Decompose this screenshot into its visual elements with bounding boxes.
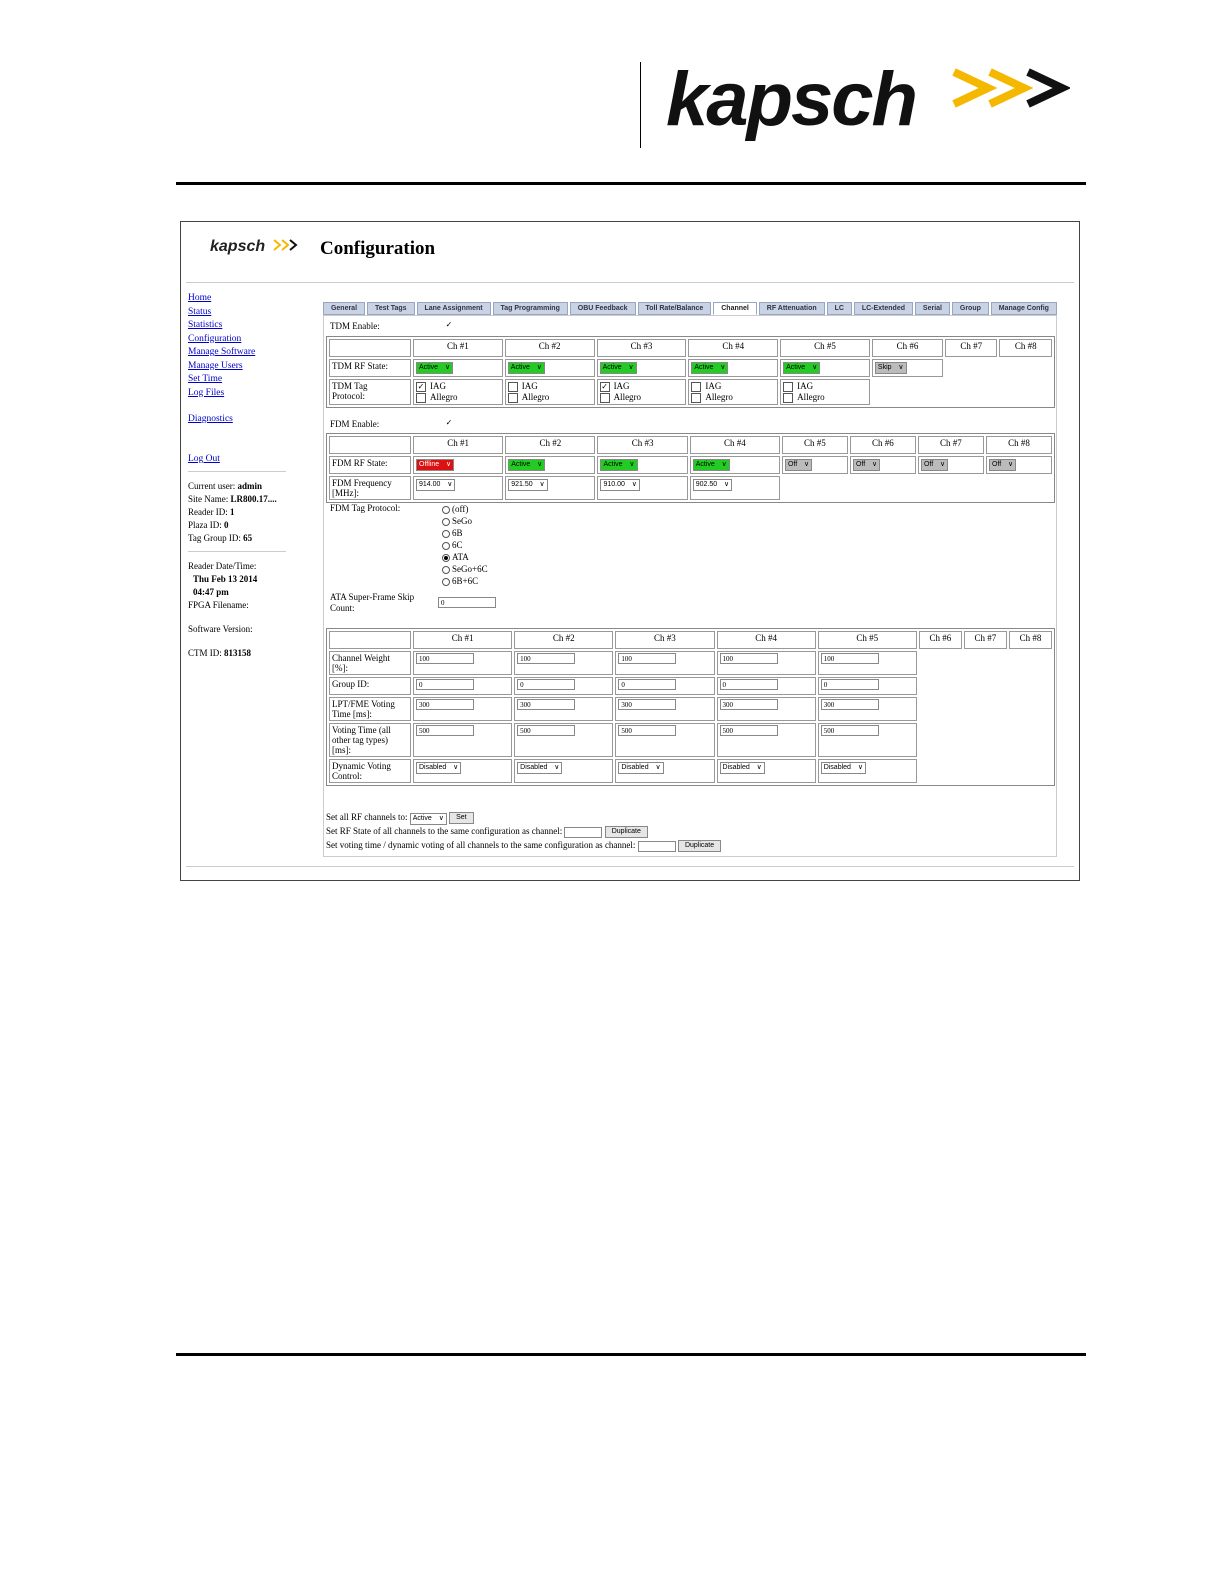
voting-empty-cell bbox=[919, 697, 962, 721]
tdm-protocol-row bbox=[329, 379, 1052, 405]
fdm-frequency-ch4[interactable]: 902.50 ∨ bbox=[693, 479, 732, 491]
channel-weight-ch3[interactable]: 100 bbox=[618, 653, 676, 664]
tdm-protocol-label bbox=[329, 379, 411, 405]
group-cell bbox=[818, 677, 917, 695]
protocol-ata-label: ATA bbox=[452, 552, 469, 562]
page-title: Configuration bbox=[320, 238, 436, 259]
voting-corner bbox=[329, 631, 411, 649]
weight-cell bbox=[717, 651, 816, 675]
tdm-rf-cell bbox=[780, 359, 870, 377]
fdm-frequency-label-1: FDM Frequency bbox=[332, 478, 392, 488]
lpt-cell bbox=[514, 697, 613, 721]
tdm-header-row bbox=[329, 339, 1052, 357]
voting-ch5-header: Ch #5 bbox=[818, 631, 917, 649]
fdm-frequency-ch3[interactable]: 910.00 ∨ bbox=[600, 479, 639, 491]
set-all-select[interactable]: Active ∨ bbox=[410, 813, 447, 825]
nav-log-out[interactable]: Log Out bbox=[188, 454, 220, 464]
reader-time: 04:47 pm bbox=[193, 587, 229, 597]
group-id-ch1[interactable]: 0 bbox=[416, 679, 474, 690]
bottom-divider bbox=[186, 866, 1074, 867]
fpga-filename-label: FPGA Filename: bbox=[188, 600, 249, 610]
lpt-cell bbox=[818, 697, 917, 721]
duplicate-rf-row bbox=[326, 826, 648, 838]
iag-label: IAG bbox=[797, 381, 814, 391]
tdm-rf-state-label: TDM RF State: bbox=[329, 359, 411, 377]
dynamic-voting-ch2[interactable]: Disabled ∨ bbox=[517, 762, 562, 774]
duplicate-voting-label: Set voting time / dynamic voting of all channels to the same configuration as channel: bbox=[326, 840, 636, 851]
nav-configuration[interactable]: Configuration bbox=[188, 333, 242, 344]
lpt-cell bbox=[413, 697, 512, 721]
iag-checkbox[interactable]: ✓ bbox=[601, 381, 608, 391]
tdm-empty-cell bbox=[945, 379, 997, 405]
allegro-label: Allegro bbox=[521, 391, 550, 402]
tdm-ch1-header: Ch #1 bbox=[413, 339, 503, 357]
fdm-rf-state-ch6[interactable]: Off ∨ bbox=[853, 459, 880, 471]
voting-ch2-header: Ch #2 bbox=[514, 631, 613, 649]
tab-group[interactable]: Group bbox=[952, 302, 989, 315]
fdm-ch8-header: Ch #8 bbox=[986, 436, 1052, 454]
voting-empty-cell bbox=[964, 759, 1007, 783]
nav-set-time[interactable]: Set Time bbox=[188, 374, 223, 384]
iag-label: IAG bbox=[521, 381, 538, 391]
sidebar-nav bbox=[188, 292, 255, 400]
channel-weight-label-1: Channel Weight bbox=[332, 653, 390, 663]
channel-weight-ch1[interactable]: 100 bbox=[416, 653, 474, 664]
dynamic-voting-ch5[interactable]: Disabled ∨ bbox=[821, 762, 866, 774]
sidebar-divider-2 bbox=[188, 551, 286, 552]
fdm-header-row bbox=[329, 436, 1052, 454]
voting-empty-cell bbox=[1009, 677, 1052, 695]
tdm-ch5-header: Ch #5 bbox=[780, 339, 870, 357]
tab-obu-feedback[interactable]: OBU Feedback bbox=[570, 302, 636, 315]
voting-ch4-header: Ch #4 bbox=[717, 631, 816, 649]
fdm-ch5-header: Ch #5 bbox=[782, 436, 848, 454]
group-id-ch3[interactable]: 0 bbox=[618, 679, 676, 690]
dynamic-voting-label-2: Control: bbox=[332, 771, 363, 781]
tdm-protocol-ch2 bbox=[505, 379, 595, 405]
group-id-ch5[interactable]: 0 bbox=[821, 679, 879, 690]
voting-header-row bbox=[329, 631, 1052, 649]
set-all-label: Set all RF channels to: bbox=[326, 812, 408, 823]
ata-skip-label-1: ATA Super-Frame Skip bbox=[330, 592, 415, 602]
sidebar-divider bbox=[188, 471, 286, 472]
tab-test-tags[interactable]: Test Tags bbox=[367, 302, 415, 315]
nav-home[interactable]: Home bbox=[188, 293, 212, 303]
tdm-empty-cell bbox=[999, 379, 1052, 405]
group-cell bbox=[615, 677, 714, 695]
mini-kapsch-logo: kapsch bbox=[210, 238, 266, 255]
allegro-label: Allegro bbox=[797, 391, 825, 402]
reader-id-label: Reader ID: bbox=[188, 507, 228, 517]
dynamic-voting-ch4[interactable]: Disabled ∨ bbox=[720, 762, 765, 774]
current-user: admin bbox=[237, 481, 263, 491]
fdm-rf-cell bbox=[918, 456, 984, 474]
voting-time-label bbox=[329, 723, 411, 757]
dyn-cell bbox=[615, 759, 714, 783]
protocol-sego-6c-radio[interactable] bbox=[442, 566, 450, 574]
fdm-ch2-header: Ch #2 bbox=[505, 436, 595, 454]
tab-lc[interactable]: LC bbox=[827, 302, 852, 315]
sidebar-diagnostics bbox=[188, 414, 233, 424]
fdm-rf-state-ch1[interactable]: Offline ∨ bbox=[416, 459, 454, 471]
protocol-sego-radio[interactable] bbox=[442, 518, 450, 526]
nav-manage-software[interactable]: Manage Software bbox=[188, 347, 256, 357]
lpt-voting-ch3[interactable]: 300 bbox=[618, 699, 676, 710]
fdm-ch4-header: Ch #4 bbox=[690, 436, 780, 454]
voting-empty-cell bbox=[919, 759, 962, 783]
lpt-voting-ch5[interactable]: 300 bbox=[821, 699, 879, 710]
vt-cell bbox=[413, 723, 512, 757]
tdm-empty-cell bbox=[999, 359, 1052, 377]
site-name: LR800.17.... bbox=[230, 494, 277, 504]
allegro-checkbox[interactable] bbox=[600, 393, 610, 403]
voting-time-label-2: other tag types) bbox=[332, 735, 388, 745]
protocol-6b-6c-radio[interactable] bbox=[442, 578, 450, 586]
tdm-protocol-ch4 bbox=[688, 379, 778, 405]
tab-channel[interactable]: Channel bbox=[713, 302, 757, 315]
vt-cell bbox=[615, 723, 714, 757]
protocol-ata-radio[interactable] bbox=[442, 554, 450, 562]
channel-weight-ch2[interactable]: 100 bbox=[517, 653, 575, 664]
weight-cell bbox=[818, 651, 917, 675]
lpt-voting-label-2: Time [ms]: bbox=[332, 709, 372, 719]
iag-label: IAG bbox=[705, 381, 722, 391]
channel-weight-label-2: [%]: bbox=[332, 663, 348, 673]
duplicate-rf-channel-input[interactable] bbox=[564, 827, 602, 838]
fdm-rf-cell bbox=[505, 456, 595, 474]
tab-lc-extended[interactable]: LC-Extended bbox=[854, 302, 913, 315]
channel-weight-ch4[interactable]: 100 bbox=[720, 653, 778, 664]
protocol-6b-6c-label: 6B+6C bbox=[452, 576, 479, 586]
voting-ch8-header: Ch #8 bbox=[1009, 631, 1052, 649]
tdm-rf-state-ch1[interactable]: Active ∨ bbox=[416, 362, 453, 374]
ata-skip-label-2: Count: bbox=[330, 603, 355, 613]
protocol-6b-label: 6B bbox=[452, 528, 463, 538]
dynamic-voting-label-1: Dynamic Voting bbox=[332, 761, 391, 771]
tdm-rf-cell bbox=[505, 359, 595, 377]
nav-log-files[interactable]: Log Files bbox=[188, 387, 225, 398]
voting-time-row bbox=[329, 723, 1052, 757]
nav-diagnostics[interactable]: Diagnostics bbox=[188, 414, 233, 424]
tdm-rf-state-ch2[interactable]: Active ∨ bbox=[508, 362, 545, 374]
tdm-rf-state-ch5[interactable]: Active ∨ bbox=[783, 362, 820, 374]
group-id-label: Group ID: bbox=[329, 677, 411, 695]
dynamic-voting-ch1[interactable]: Disabled ∨ bbox=[416, 762, 461, 774]
logo-chevrons-icon bbox=[948, 66, 1070, 114]
voting-empty-cell bbox=[1009, 651, 1052, 675]
fdm-rf-state-row bbox=[329, 456, 1052, 474]
tdm-rf-state-ch4[interactable]: Active ∨ bbox=[691, 362, 728, 374]
protocol-6c-radio[interactable] bbox=[442, 542, 450, 550]
ctm-id: 813158 bbox=[224, 648, 251, 658]
lpt-voting-row bbox=[329, 697, 1052, 721]
voting-empty-cell bbox=[1009, 697, 1052, 721]
plaza-id: 0 bbox=[224, 520, 229, 530]
allegro-checkbox[interactable] bbox=[416, 393, 426, 403]
tdm-rf-state-row bbox=[329, 359, 1052, 377]
lpt-cell bbox=[615, 697, 714, 721]
fdm-rf-cell bbox=[597, 456, 687, 474]
mini-chevrons-icon bbox=[273, 238, 299, 252]
voting-empty-cell bbox=[964, 697, 1007, 721]
tab-serial[interactable]: Serial bbox=[915, 302, 950, 315]
fdm-freq-cell bbox=[413, 476, 503, 500]
voting-time-ch1[interactable]: 500 bbox=[416, 725, 474, 736]
sidebar-logout bbox=[188, 454, 220, 464]
iag-label: IAG bbox=[430, 381, 446, 391]
fdm-corner bbox=[329, 436, 411, 454]
tdm-enable-label: TDM Enable: bbox=[330, 321, 380, 331]
allegro-label: Allegro bbox=[430, 391, 458, 402]
site-name-label: Site Name: bbox=[188, 494, 229, 504]
fdm-rf-state-label: FDM RF State: bbox=[329, 456, 411, 474]
nav-statistics[interactable]: Statistics bbox=[188, 320, 223, 330]
voting-empty-cell bbox=[964, 723, 1007, 757]
channel-weight-ch5[interactable]: 100 bbox=[821, 653, 879, 664]
duplicate-voting-channel-input[interactable] bbox=[638, 841, 676, 852]
tdm-rf-state-ch6[interactable]: Skip ∨ bbox=[875, 362, 907, 374]
tag-group-id: 65 bbox=[243, 533, 253, 543]
tab-tag-programming[interactable]: Tag Programming bbox=[493, 302, 568, 315]
ata-skip-label bbox=[330, 592, 414, 614]
voting-time-ch5[interactable]: 500 bbox=[821, 725, 879, 736]
footer-rule bbox=[176, 1353, 1086, 1356]
protocol-6c-label: 6C bbox=[452, 540, 463, 550]
fdm-frequency-label-2: [MHz]: bbox=[332, 488, 359, 498]
tab-lane-assignment[interactable]: Lane Assignment bbox=[417, 302, 491, 315]
voting-ch6-header: Ch #6 bbox=[919, 631, 962, 649]
fdm-freq-cell bbox=[505, 476, 595, 500]
iag-checkbox[interactable] bbox=[691, 382, 701, 392]
tag-group-label: Tag Group ID: bbox=[188, 533, 241, 543]
current-user-label: Current user: bbox=[188, 481, 236, 491]
tdm-protocol-label-2: Protocol: bbox=[332, 391, 365, 401]
fdm-rf-state-ch7[interactable]: Off ∨ bbox=[921, 459, 948, 471]
tab-bar bbox=[323, 302, 1057, 315]
nav-manage-users[interactable]: Manage Users bbox=[188, 360, 243, 371]
fdm-ch6-header: Ch #6 bbox=[850, 436, 916, 454]
group-cell bbox=[717, 677, 816, 695]
fdm-table bbox=[326, 433, 1055, 503]
tdm-empty-cell bbox=[945, 359, 997, 377]
tdm-ch6-header: Ch #6 bbox=[872, 339, 943, 357]
lpt-voting-ch2[interactable]: 300 bbox=[517, 699, 575, 710]
tdm-enable-checkbox[interactable]: ✓ bbox=[445, 320, 453, 329]
tdm-table bbox=[326, 336, 1055, 408]
reader-id: 1 bbox=[229, 507, 235, 517]
lpt-voting-label bbox=[329, 697, 411, 721]
fdm-rf-cell bbox=[690, 456, 780, 474]
dynamic-voting-ch3[interactable]: Disabled ∨ bbox=[618, 762, 663, 774]
protocol-sego-label: SeGo bbox=[452, 516, 472, 526]
protocol-off-label: (off) bbox=[452, 504, 469, 514]
fdm-frequency-row bbox=[329, 476, 1052, 500]
tdm-empty-cell bbox=[872, 379, 943, 405]
tdm-protocol-ch3 bbox=[597, 379, 687, 405]
dyn-cell bbox=[413, 759, 512, 783]
lpt-voting-label-1: LPT/FME Voting bbox=[332, 699, 395, 709]
iag-checkbox[interactable] bbox=[508, 382, 518, 392]
tdm-rf-cell bbox=[413, 359, 503, 377]
fdm-enable-label: FDM Enable: bbox=[330, 419, 380, 429]
fdm-empty-cell bbox=[986, 476, 1052, 500]
tdm-rf-cell bbox=[688, 359, 778, 377]
dyn-cell bbox=[717, 759, 816, 783]
group-cell bbox=[514, 677, 613, 695]
weight-cell bbox=[413, 651, 512, 675]
tab-rf-attenuation[interactable]: RF Attenuation bbox=[759, 302, 825, 315]
fdm-rf-cell bbox=[782, 456, 848, 474]
protocol-sego-6c-label: SeGo+6C bbox=[452, 564, 488, 574]
tdm-ch8-header: Ch #8 bbox=[999, 339, 1052, 357]
tdm-protocol-label-1: TDM Tag bbox=[332, 381, 368, 391]
fdm-rf-cell bbox=[413, 456, 503, 474]
tab-general[interactable]: General bbox=[323, 302, 365, 315]
tdm-ch2-header: Ch #2 bbox=[505, 339, 595, 357]
tdm-protocol-ch5 bbox=[780, 379, 870, 405]
title-divider bbox=[186, 282, 1074, 283]
channel-weight-label bbox=[329, 651, 411, 675]
fdm-protocol-radio-group bbox=[442, 503, 488, 587]
lpt-cell bbox=[717, 697, 816, 721]
dyn-cell bbox=[514, 759, 613, 783]
fdm-rf-state-ch4[interactable]: Active ∨ bbox=[693, 459, 730, 471]
tdm-rf-state-ch3[interactable]: Active ∨ bbox=[600, 362, 637, 374]
lpt-voting-ch4[interactable]: 300 bbox=[720, 699, 778, 710]
reader-info bbox=[188, 560, 298, 660]
duplicate-rf-label: Set RF State of all channels to the same configuration as channel: bbox=[326, 826, 563, 837]
dyn-cell bbox=[818, 759, 917, 783]
dynamic-voting-row bbox=[329, 759, 1052, 783]
plaza-id-label: Plaza ID: bbox=[188, 520, 222, 530]
voting-time-label-3: [ms]: bbox=[332, 745, 351, 755]
duplicate-voting-button[interactable]: Duplicate bbox=[678, 840, 721, 852]
tdm-ch7-header: Ch #7 bbox=[945, 339, 997, 357]
tdm-rf-cell bbox=[872, 359, 943, 377]
tab-toll-rate-balance[interactable]: Toll Rate/Balance bbox=[638, 302, 712, 315]
set-all-row bbox=[326, 812, 474, 825]
fdm-freq-cell bbox=[597, 476, 687, 500]
iag-label: IAG bbox=[613, 381, 630, 391]
fdm-rf-state-ch5[interactable]: Off ∨ bbox=[785, 459, 812, 471]
allegro-label: Allegro bbox=[705, 391, 733, 402]
duplicate-rf-button[interactable]: Duplicate bbox=[605, 826, 648, 838]
session-info bbox=[188, 480, 298, 545]
fdm-protocol-label: FDM Tag Protocol: bbox=[330, 503, 401, 513]
tdm-protocol-ch1 bbox=[413, 379, 503, 405]
group-id-ch4[interactable]: 0 bbox=[720, 679, 778, 690]
fdm-freq-cell bbox=[690, 476, 780, 500]
fdm-empty-cell bbox=[918, 476, 984, 500]
software-version-label: Software Version: bbox=[188, 624, 253, 634]
protocol-6b-radio[interactable] bbox=[442, 530, 450, 538]
fdm-frequency-ch1[interactable]: 914.00 ∨ bbox=[416, 479, 455, 491]
header-rule bbox=[176, 182, 1086, 185]
fdm-ch3-header: Ch #3 bbox=[597, 436, 687, 454]
voting-time-ch4[interactable]: 500 bbox=[720, 725, 778, 736]
fdm-ch7-header: Ch #7 bbox=[918, 436, 984, 454]
protocol-off-radio[interactable] bbox=[442, 506, 450, 514]
voting-empty-cell bbox=[1009, 759, 1052, 783]
reader-datetime-label: Reader Date/Time: bbox=[188, 561, 257, 571]
fdm-rf-cell bbox=[850, 456, 916, 474]
allegro-checkbox[interactable] bbox=[783, 393, 793, 403]
voting-ch7-header: Ch #7 bbox=[964, 631, 1007, 649]
lpt-voting-ch1[interactable]: 300 bbox=[416, 699, 474, 710]
fdm-empty-cell bbox=[782, 476, 848, 500]
fdm-frequency-ch2[interactable]: 921.50 ∨ bbox=[508, 479, 547, 491]
voting-empty-cell bbox=[919, 723, 962, 757]
allegro-checkbox[interactable] bbox=[691, 393, 701, 403]
iag-checkbox[interactable] bbox=[783, 382, 793, 392]
voting-table bbox=[326, 628, 1055, 786]
fdm-rf-state-ch3[interactable]: Active ∨ bbox=[600, 459, 637, 471]
tdm-ch3-header: Ch #3 bbox=[597, 339, 687, 357]
header-divider bbox=[640, 62, 641, 148]
set-button[interactable]: Set bbox=[449, 812, 474, 824]
vt-cell bbox=[514, 723, 613, 757]
ctm-id-label: CTM ID: bbox=[188, 648, 222, 658]
allegro-label: Allegro bbox=[613, 391, 642, 402]
weight-cell bbox=[615, 651, 714, 675]
voting-empty-cell bbox=[964, 677, 1007, 695]
kapsch-logo: kapsch bbox=[666, 57, 916, 142]
nav-status[interactable]: Status bbox=[188, 306, 212, 317]
voting-time-label-1: Voting Time (all bbox=[332, 725, 391, 735]
allegro-checkbox[interactable] bbox=[508, 393, 518, 403]
fdm-rf-state-ch8[interactable]: Off ∨ bbox=[989, 459, 1016, 471]
tdm-ch4-header: Ch #4 bbox=[688, 339, 778, 357]
group-id-row bbox=[329, 677, 1052, 695]
vt-cell bbox=[818, 723, 917, 757]
voting-time-ch3[interactable]: 500 bbox=[618, 725, 676, 736]
weight-cell bbox=[514, 651, 613, 675]
fdm-enable-checkbox[interactable]: ✓ bbox=[445, 418, 453, 427]
tdm-rf-cell bbox=[597, 359, 687, 377]
fdm-empty-cell bbox=[850, 476, 916, 500]
group-cell bbox=[413, 677, 512, 695]
duplicate-voting-row bbox=[326, 840, 721, 852]
fdm-rf-cell bbox=[986, 456, 1052, 474]
tab-manage-config[interactable]: Manage Config bbox=[991, 302, 1057, 315]
voting-ch3-header: Ch #3 bbox=[615, 631, 714, 649]
voting-ch1-header: Ch #1 bbox=[413, 631, 512, 649]
voting-empty-cell bbox=[919, 677, 962, 695]
vt-cell bbox=[717, 723, 816, 757]
group-id-ch2[interactable]: 0 bbox=[517, 679, 575, 690]
ata-skip-input[interactable]: 0 bbox=[438, 597, 496, 608]
fdm-frequency-label bbox=[329, 476, 411, 500]
dynamic-voting-label bbox=[329, 759, 411, 783]
fdm-ch1-header: Ch #1 bbox=[413, 436, 503, 454]
voting-empty-cell bbox=[964, 651, 1007, 675]
reader-date: Thu Feb 13 2014 bbox=[193, 574, 258, 584]
fdm-rf-state-ch2[interactable]: Active ∨ bbox=[508, 459, 545, 471]
channel-weight-row bbox=[329, 651, 1052, 675]
voting-empty-cell bbox=[919, 651, 962, 675]
voting-time-ch2[interactable]: 500 bbox=[517, 725, 575, 736]
iag-checkbox[interactable]: ✓ bbox=[417, 381, 425, 391]
voting-empty-cell bbox=[1009, 723, 1052, 757]
tdm-corner bbox=[329, 339, 411, 357]
